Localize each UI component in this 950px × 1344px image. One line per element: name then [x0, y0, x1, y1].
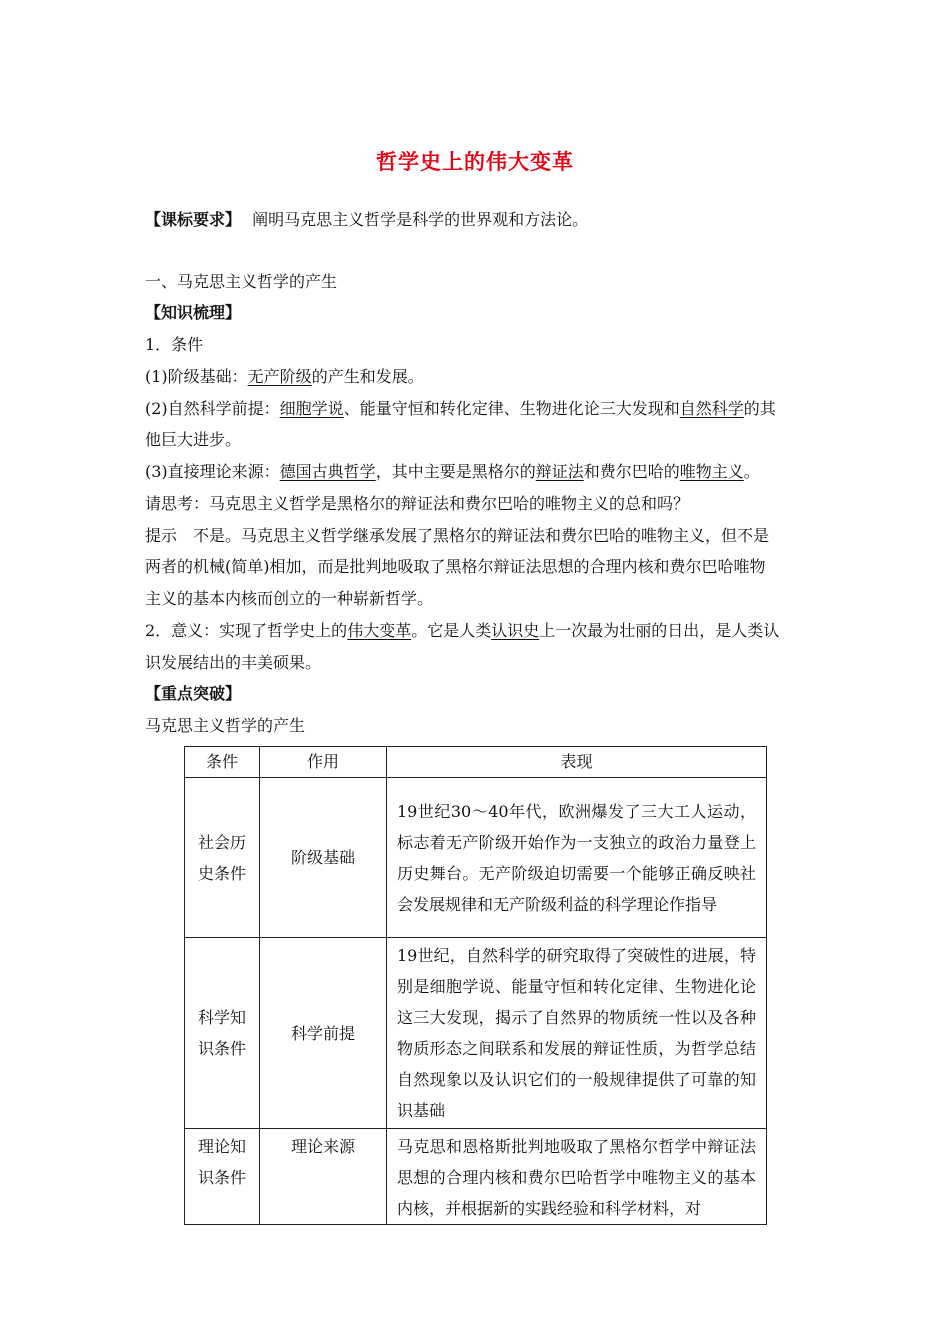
text-segment: 。它是人类 — [411, 621, 492, 640]
item-heading-conditions: 1．条件 — [145, 335, 204, 354]
condition-line: 理论知 — [197, 1137, 246, 1156]
text-segment: 的其 — [743, 399, 776, 418]
condition-cell — [185, 938, 260, 1129]
condition-line: 识条件 — [197, 1168, 246, 1187]
paragraph-theory-source — [145, 462, 815, 482]
underlined-term: 唯物主义 — [679, 462, 744, 481]
header-detail: 表现 — [387, 747, 767, 778]
knowledge-label: 【知识梳理】 — [145, 303, 242, 322]
paragraph-significance-cont: 识发展结出的丰美硕果。 — [145, 653, 322, 672]
detail-cell: 19世纪，自然科学的研究取得了突破性的进展，特别是细胞学说、能量守恒和转化定律、生物进化论这三大发现，揭示了自然界的物质统一性以及各种物质形态之间联系和发展的辩证性质，为哲学总结自然现象以及认识它们的一般规律提供了可靠的知识基础 — [387, 938, 767, 1129]
role-cell: 科学前提 — [260, 938, 387, 1129]
hint-line: 两者的机械(简单)相加，而是批判地吸取了黑格尔辩证法思想的合理内核和费尔巴哈唯物 — [145, 557, 766, 576]
paragraph-class-basis — [145, 367, 815, 387]
underlined-term: 伟大变革 — [347, 621, 412, 640]
hint-line: 主义的基本内核而创立的一种崭新哲学。 — [145, 589, 434, 608]
condition-cell — [185, 1129, 260, 1225]
condition-line: 社会历 — [197, 832, 246, 852]
condition-line: 识条件 — [197, 1039, 246, 1058]
curriculum-requirement — [145, 210, 815, 230]
text-segment: 。 — [743, 462, 760, 481]
detail-cell: 19世纪30～40年代，欧洲爆发了三大工人运动，标志着无产阶级开始作为一支独立的政治力量登上历史舞台。无产阶级迫切需要一个能够正确反映社会发展规律和无产阶级利益的科学理论作指导 — [387, 778, 767, 938]
think-question: 请思考：马克思主义哲学是黑格尔的辩证法和费尔巴哈的唯物主义的总和吗？ — [145, 494, 690, 513]
focus-label: 【重点突破】 — [145, 684, 242, 703]
table-row — [185, 778, 767, 938]
underlined-term: 自然科学 — [679, 399, 744, 418]
text-segment: (3)直接理论来源： — [145, 462, 280, 481]
detail-cell: 马克思和恩格斯批判地吸取了黑格尔哲学中辩证法思想的合理内核和费尔巴哈哲学中唯物主义的基本内核，并根据新的实践经验和科学材料，对 — [387, 1129, 767, 1225]
header-role: 作用 — [260, 747, 387, 778]
text-segment: (2)自然科学前提： — [145, 399, 280, 418]
condition-line: 科学知 — [197, 1008, 246, 1027]
table-header-row — [185, 747, 767, 778]
origin-table — [184, 746, 767, 1225]
table-caption: 马克思主义哲学的产生 — [145, 716, 306, 735]
role-cell: 阶级基础 — [260, 778, 387, 938]
underlined-term: 认识史 — [491, 621, 540, 640]
underlined-term: 无产阶级 — [247, 367, 312, 386]
text-segment: 上一次最为壮丽的日出，是人类认 — [539, 621, 780, 640]
requirement-label: 【课标要求】 — [145, 210, 242, 229]
underlined-term: 细胞学说 — [279, 399, 344, 418]
paragraph-science-premise-cont: 他巨大进步。 — [145, 430, 242, 449]
text-segment: ，其中主要是黑格尔的 — [375, 462, 536, 481]
header-condition: 条件 — [185, 747, 260, 778]
section-heading: 一、马克思主义哲学的产生 — [145, 272, 338, 291]
text-segment: (1)阶级基础： — [145, 367, 248, 386]
role-cell: 理论来源 — [260, 1129, 387, 1225]
condition-line: 史条件 — [197, 863, 246, 883]
requirement-text: 阐明马克思主义哲学是科学的世界观和方法论。 — [252, 210, 589, 229]
text-segment: 、能量守恒和转化定律、生物进化论三大发现和 — [343, 399, 680, 418]
text-segment: 的产生和发展。 — [311, 367, 424, 386]
table-row — [185, 1129, 767, 1225]
hint-line: 提示 不是。马克思主义哲学继承发展了黑格尔的辩证法和费尔巴哈的唯物主义，但不是 — [145, 526, 770, 545]
paragraph-science-premise — [145, 399, 815, 419]
underlined-term: 辩证法 — [535, 462, 584, 481]
paragraph-significance — [145, 621, 815, 641]
text-segment: 2．意义：实现了哲学史上的 — [145, 621, 348, 640]
condition-cell — [185, 778, 260, 938]
underlined-term: 德国古典哲学 — [279, 462, 376, 481]
text-segment: 和费尔巴哈的 — [583, 462, 680, 481]
table-row — [185, 938, 767, 1129]
page-title: 哲学史上的伟大变革 — [376, 150, 574, 174]
